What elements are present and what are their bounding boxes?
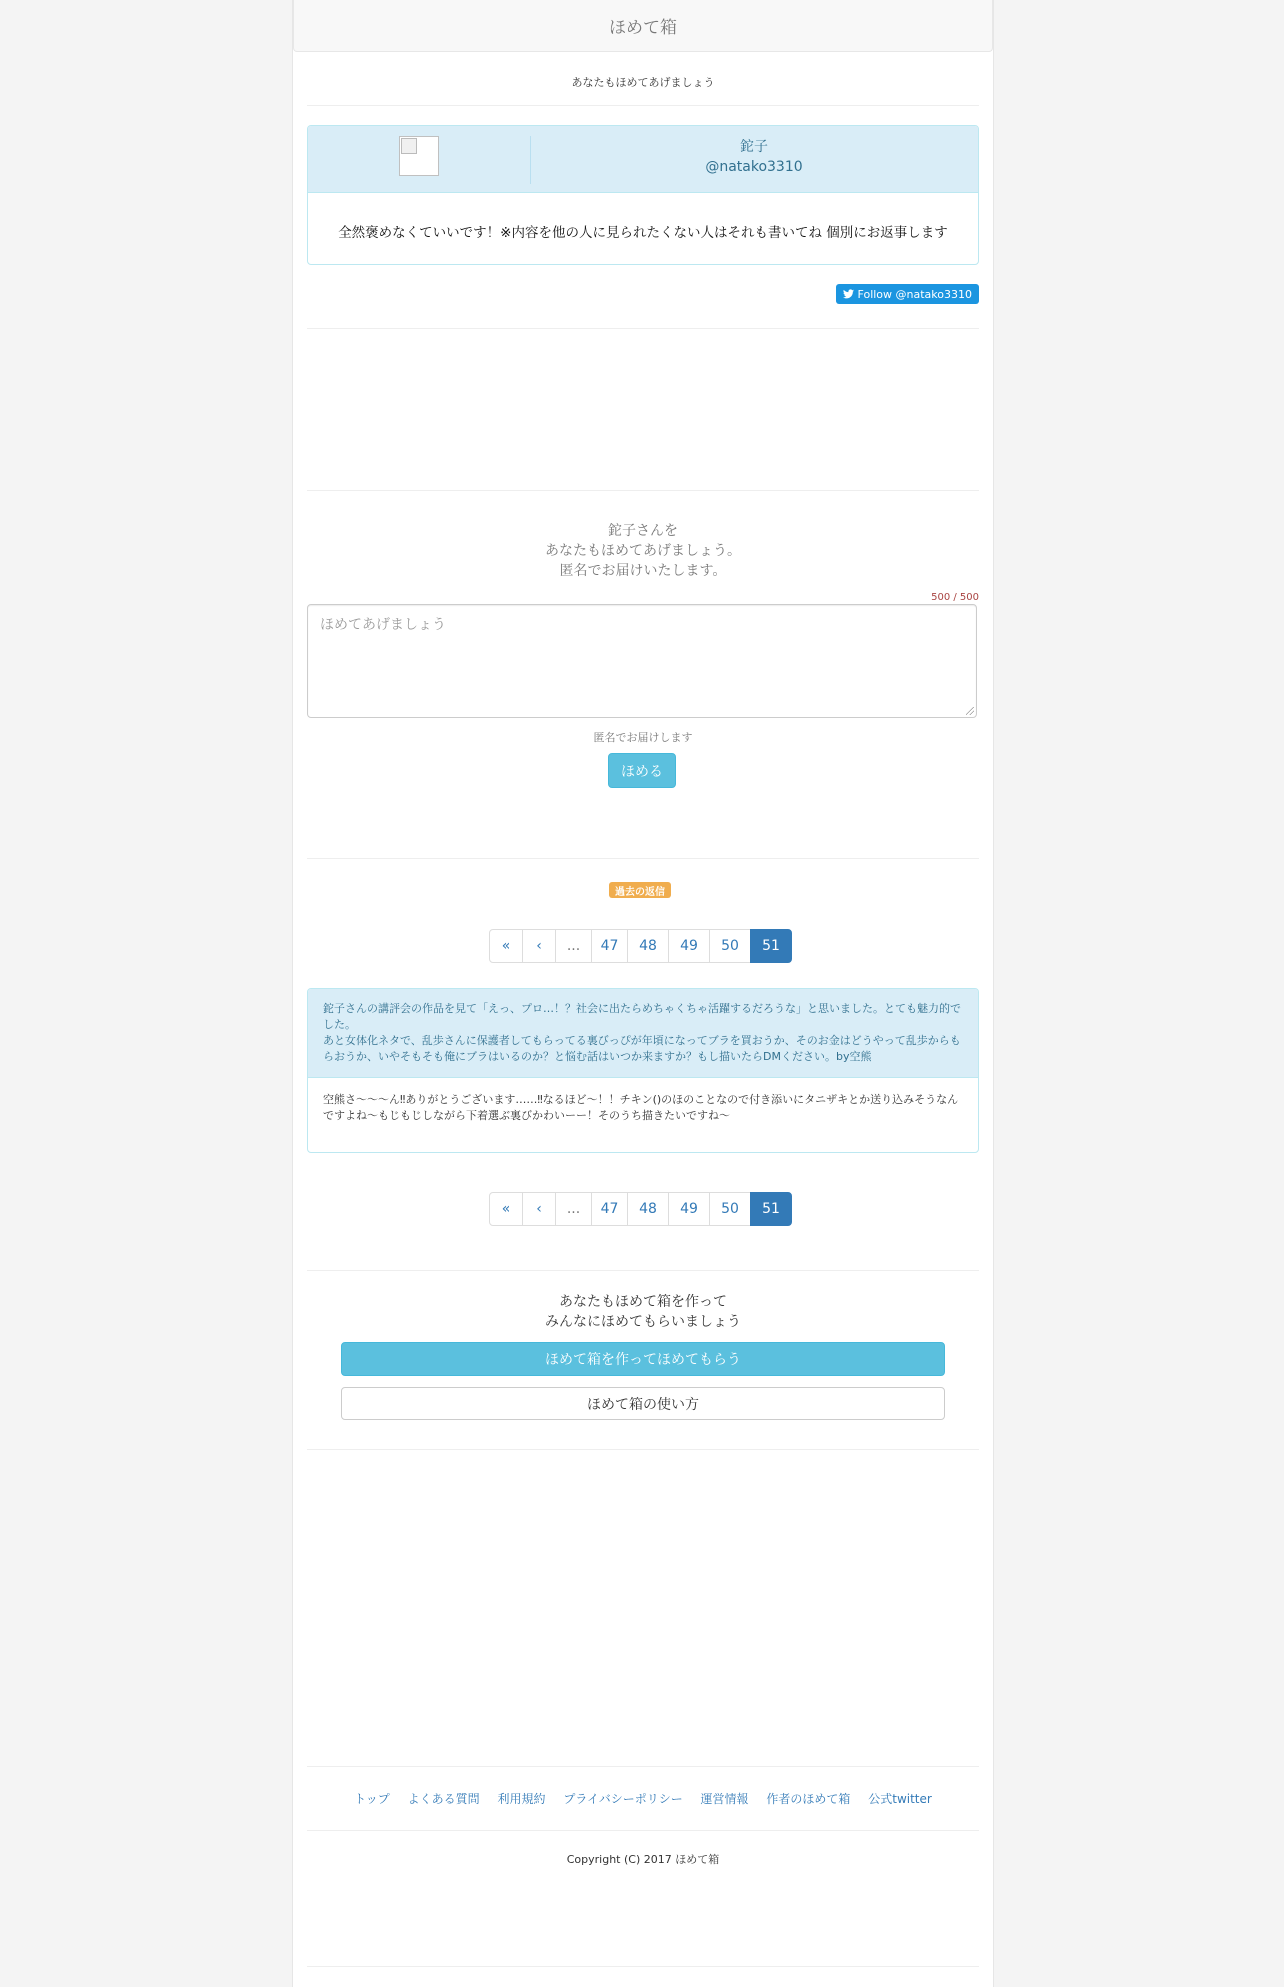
profile-handle[interactable]: @natako3310 (705, 159, 803, 175)
page-prev[interactable]: ‹ (522, 929, 556, 963)
cta-line-2: みんなにほめてもらいましょう (545, 1314, 741, 1330)
page-48[interactable]: 48 (627, 1192, 669, 1226)
divider (307, 1766, 979, 1767)
navbar (293, 0, 993, 52)
divider (307, 1270, 979, 1271)
navbar-brand[interactable]: ほめて箱 (609, 18, 677, 38)
twitter-follow-button[interactable] (836, 284, 979, 304)
char-counter: 500 / 500 (931, 592, 979, 603)
profile-name[interactable]: 鉈子 (740, 139, 768, 155)
footer-link-top[interactable]: トップ (354, 1792, 390, 1806)
page-first[interactable]: « (489, 929, 523, 963)
footer-link-faq[interactable]: よくある質問 (407, 1792, 480, 1806)
copyright: Copyright (C) 2017 ほめて箱 (566, 1853, 720, 1866)
cta-line-1: あなたもほめて箱を作って (559, 1294, 727, 1310)
page-ellipsis: ... (555, 1192, 592, 1226)
footer-link-terms[interactable]: 利用規約 (497, 1792, 546, 1806)
page-48[interactable]: 48 (627, 929, 669, 963)
profile-message: 全然褒めなくていいです！※内容を他の人に見られたくない人はそれも書いてね 個別にお返事します (338, 225, 948, 241)
reply-panel (307, 988, 979, 1153)
create-box-button[interactable]: ほめて箱を作ってほめてもらう (341, 1342, 945, 1376)
divider (307, 1830, 979, 1831)
submit-praise-button[interactable]: ほめる (608, 753, 676, 788)
follow-label: Follow @natako3310 (857, 287, 972, 301)
broken-image-icon (401, 138, 417, 154)
footer-link-official-twitter[interactable]: 公式twitter (868, 1792, 932, 1806)
page-50[interactable]: 50 (709, 929, 751, 963)
divider (307, 105, 979, 106)
footer-links (293, 1790, 993, 1807)
divider (307, 490, 979, 491)
avatar (399, 136, 439, 176)
anonymous-note: 匿名でお届けします (593, 731, 693, 744)
reply-question (308, 989, 978, 1078)
reply-answer: 空熊さ～～～ん‼ありがとうございます……‼なるほど～！！チキン()のほのことなので付き添いにタニザキとか送り込みそうなんですよね～もじもじしながら下着選ぶ裏びかわいーー！そのうち描きたいですね～ (323, 1093, 959, 1122)
page-47[interactable]: 47 (591, 929, 628, 963)
divider (307, 858, 979, 859)
page-51-active[interactable]: 51 (750, 1192, 792, 1226)
twitter-bird-icon (843, 289, 854, 299)
divider (307, 328, 979, 329)
page-prev[interactable]: ‹ (522, 1192, 556, 1226)
page-47[interactable]: 47 (591, 1192, 628, 1226)
page-subtitle: あなたもほめてあげましょう (571, 76, 715, 89)
question-line-2: あと女体化ネタで、乱歩さんに保護者してもらってる裏びっぴが年頃になってブラを買おうか、そのお金はどうやって乱歩からもらおうか、いやそもそも俺にブラはいるのか？と悩む話はいつか来ますか？もし描いたらDMください。by空熊 (323, 1034, 961, 1063)
main-container (292, 0, 994, 1987)
divider (307, 1966, 979, 1967)
question-line-1: 鉈子さんの講評会の作品を見て「えっ、プロ…！？社会に出たらめちゃくちゃ活躍するだろうな」と思いました。とても魅力的でした。 (323, 1002, 961, 1031)
compose-lead-3: 匿名でお届けいたします。 (559, 563, 727, 579)
compose-lead-2: あなたもほめてあげましょう。 (545, 543, 741, 559)
past-replies-badge: 過去の返信 (609, 882, 671, 898)
page-ellipsis: ... (555, 929, 592, 963)
resize-handle[interactable] (966, 707, 974, 715)
footer-link-author-box[interactable]: 作者のほめて箱 (766, 1792, 851, 1806)
footer-link-operator[interactable]: 運営情報 (700, 1792, 749, 1806)
textarea-placeholder: ほめてあげましょう (320, 617, 446, 633)
profile-panel (307, 125, 979, 265)
compose-lead-1: 鉈子さんを (608, 523, 678, 539)
page-49[interactable]: 49 (668, 929, 710, 963)
page-51-active[interactable]: 51 (750, 929, 792, 963)
page-first[interactable]: « (489, 1192, 523, 1226)
divider (307, 1449, 979, 1450)
page-50[interactable]: 50 (709, 1192, 751, 1226)
footer-link-privacy[interactable]: プライバシーポリシー (563, 1792, 683, 1806)
praise-textarea[interactable] (307, 604, 977, 718)
pagination-bottom (489, 1192, 792, 1226)
profile-header (308, 126, 978, 193)
pagination-top (489, 929, 792, 963)
how-to-use-button[interactable]: ほめて箱の使い方 (341, 1387, 945, 1420)
page-49[interactable]: 49 (668, 1192, 710, 1226)
